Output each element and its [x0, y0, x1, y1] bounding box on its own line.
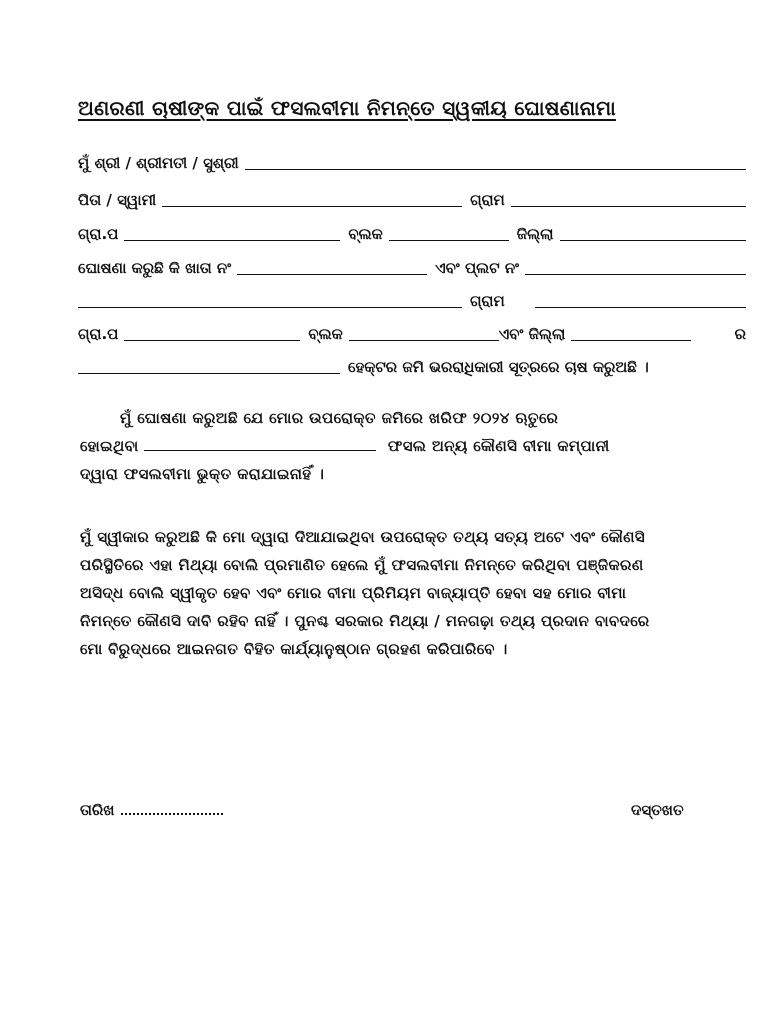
row-suffix: ର [734, 325, 746, 343]
para1-line-2 [80, 432, 748, 460]
para1-line-1: ମୁଁ ଘୋଷଣା କରୁଅଛି ଯେ ମୋର ଉପରୋକ୍ତ ଜମିରେ ଖରିଫ ୨୦୨୪ ଋତୁରେ [120, 409, 559, 427]
para1-line-2-start: ହୋଇଥିବା [80, 437, 139, 455]
signature-label: ଦସ୍ତଖତ [631, 801, 684, 819]
hectare-text: ହେକ୍ଟର ଜମି ଭରରାଧିକାରୀ ସୂତ୍ରରେ ଚାଷ କରୁଅଛି । [348, 358, 649, 376]
village-label-2: ଗ୍ରାମ [470, 292, 505, 310]
khata-field[interactable] [237, 274, 427, 275]
father-field[interactable] [162, 206, 462, 207]
gp-row-2 [78, 319, 746, 345]
village-field[interactable] [511, 206, 746, 207]
district-field-2[interactable] [571, 340, 691, 341]
plot-field[interactable] [525, 274, 746, 275]
village-row [78, 286, 746, 312]
district-label: ଜିଲ୍ଲା [516, 225, 554, 243]
para2-line-1: ମୁଁ ସ୍ୱୀକାର କରୁଅଛି କି ମୋ ଦ୍ୱାରା ଦିଆଯାଇଥିବା ଉପରୋକ୍ତ ତଥ୍ୟ ସତ୍ୟ ଅଟେ ଏବଂ କୌଣସି [80, 528, 646, 546]
crop-field[interactable] [144, 438, 376, 451]
name-field[interactable] [245, 169, 746, 170]
gp-field[interactable] [124, 240, 340, 241]
declaration-paragraph-2 [80, 523, 748, 663]
block-label: ବ୍ଲକ [348, 225, 383, 243]
date-block [80, 801, 223, 819]
khata-label: ଘୋଷଣା କରୁଛି କି ଖାତା ନଂ [78, 259, 232, 277]
gp-label-2: ଗ୍ରା.ପ [78, 325, 119, 343]
para1-line-3: ଦ୍ୱାରା ଫସଲବୀମା ଭୁକ୍ତ କରାଯାଇନାହିଁ । [80, 465, 325, 483]
declaration-paragraph-1 [80, 404, 748, 488]
date-label: ତାରିଖ [80, 801, 115, 819]
name-label: ମୁଁ ଶ୍ରୀ / ଶ୍ରୀମତୀ / ସୁଶ୍ରୀ [78, 154, 239, 172]
district-label-2: ଏବଂ ଜିଲ୍ଲା [498, 325, 566, 343]
para2-line-2: ପରିସ୍ଥିତିରେ ଏହା ମିଥ୍ୟା ବୋଲି ପ୍ରମାଣିତ ହେଲେ ମୁଁ ଫସଲବୀମା ନିମନ୍ତେ କରିଥିବା ପଞ୍ଜିକରଣ [80, 556, 644, 574]
gp-label: ଗ୍ରା.ପ [78, 225, 119, 243]
village-field-2[interactable] [535, 307, 746, 308]
para1-line-2-end: ଫସଲ ଅନ୍ୟ କୌଣସି ବୀମା କମ୍ପାନୀ [387, 437, 610, 455]
district-field[interactable] [560, 240, 747, 241]
block-field[interactable] [389, 240, 509, 241]
village-name-field[interactable] [78, 307, 462, 308]
para2-line-4: ନିମନ୍ତେ କୌଣସି ଦାବି ରହିବ ନାହିଁ । ପୁନଶ୍ଚ ସରକାର ମିଥ୍ୟା / ମନଗଢ଼ା ତଥ୍ୟ ପ୍ରଦାନ ବାବଦରେ [80, 612, 650, 630]
hectare-row [78, 352, 746, 378]
date-field[interactable] [121, 813, 223, 815]
block-label-2: ବ୍ଲକ [308, 325, 343, 343]
hectare-field[interactable] [78, 373, 340, 374]
khata-row [78, 253, 746, 279]
plot-label: ଏବଂ ପ୍ଲଟ ନଂ [435, 259, 520, 277]
para2-line-3: ଅସିଦ୍ଧ ବୋଲି ସ୍ୱୀକୃତ ହେବ ଏବଂ ମୋର ବୀମା ପ୍ରିମିୟମ ବାଜ୍ୟାପ୍ତି ହେବା ସହ ମୋର ବୀମା [80, 584, 627, 602]
gp-field-2[interactable] [124, 340, 300, 341]
page-title: ଅଣରଣୀ ଚାଷୀଙ୍କ ପାଇଁ ଫସଲବୀମା ନିମନ୍ତେ ସ୍ୱକୀୟ ଘୋଷଣାନାମା [78, 96, 616, 120]
block-field-2[interactable] [349, 340, 499, 341]
father-row [78, 185, 746, 211]
father-label: ପିତା / ସ୍ୱାମୀ [78, 191, 157, 209]
para2-line-5: ମୋ ବିରୁଦ୍ଧରେ ଆଇନଗତ ବିହିତ କାର୍ଯ୍ୟାନୁଷ୍ଠାନ ଗ୍ରହଣ କରିପାରିବେ । [80, 640, 508, 658]
village-label: ଗ୍ରାମ [470, 191, 505, 209]
name-row [78, 148, 746, 174]
gp-row [78, 219, 746, 245]
